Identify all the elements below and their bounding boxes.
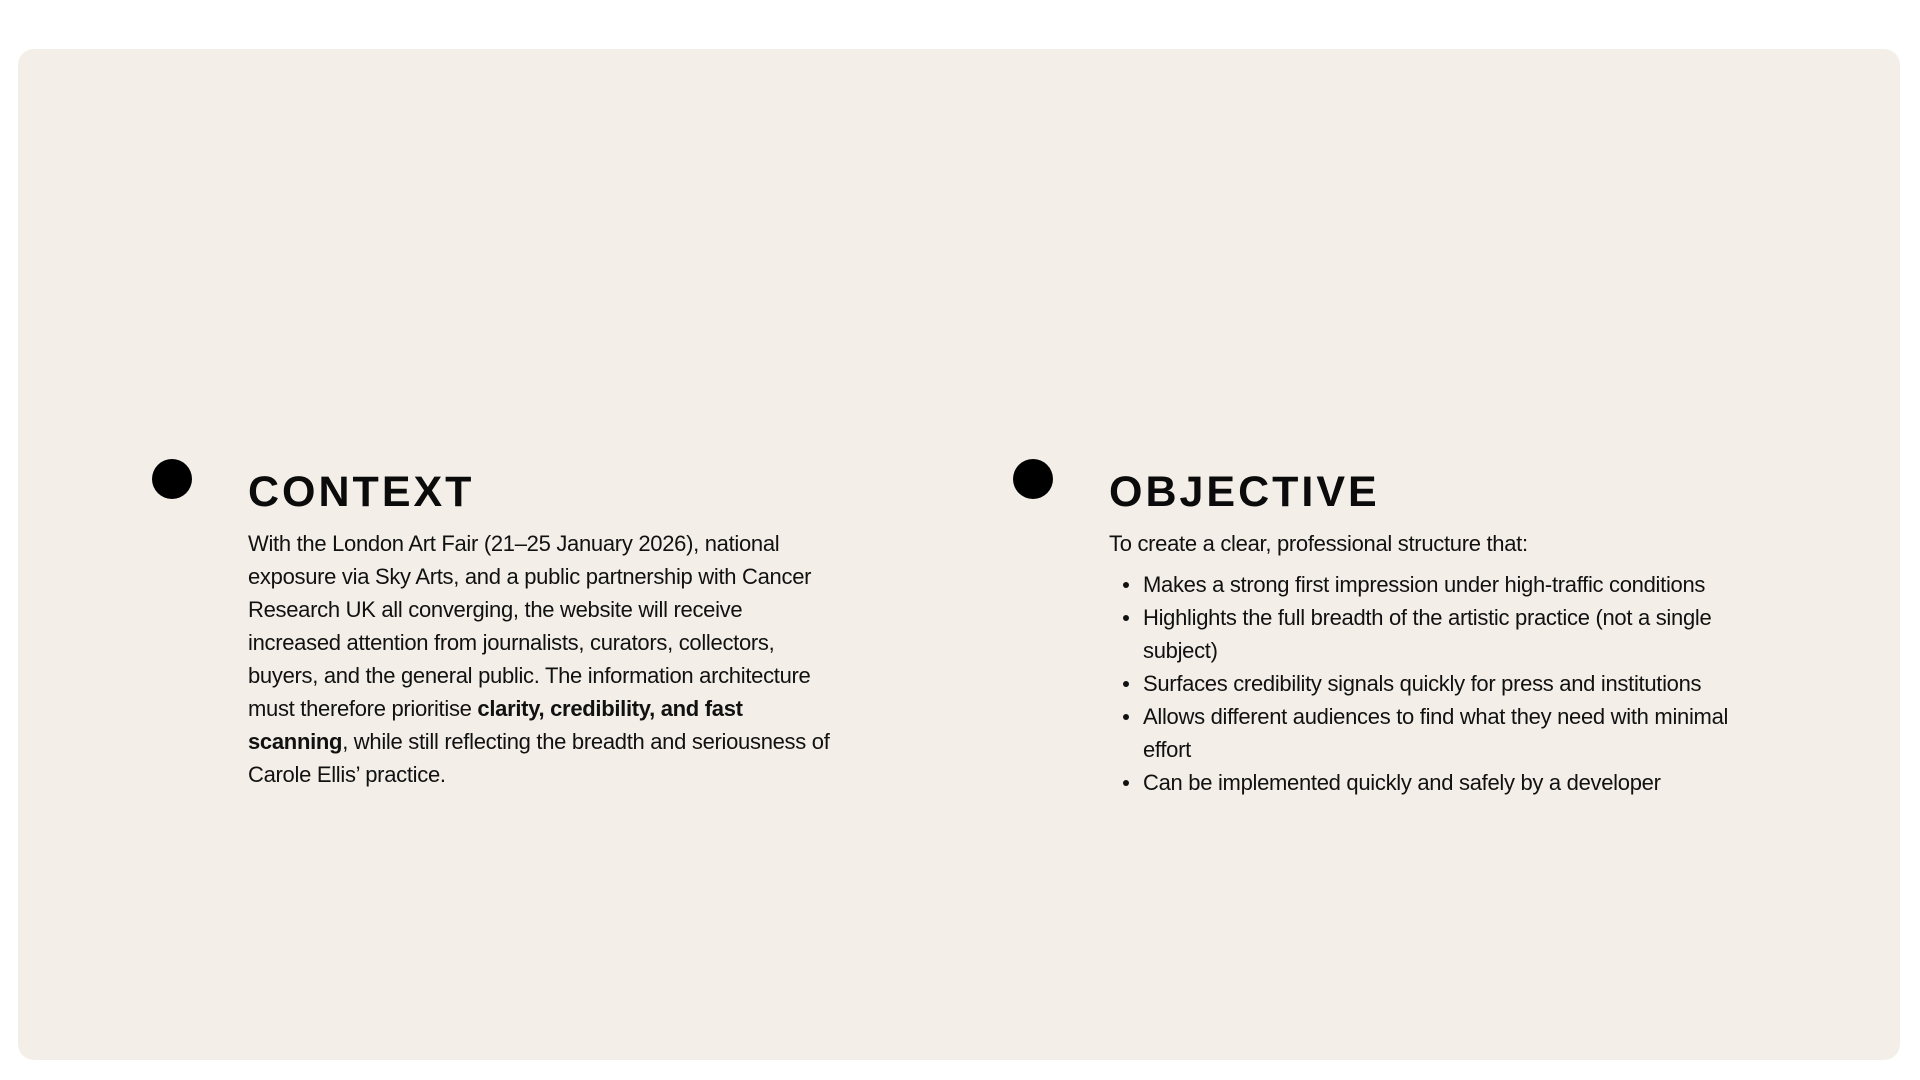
list-item: Allows different audiences to find what they need with minimal effort (1143, 700, 1733, 766)
context-paragraph (248, 527, 838, 791)
context-paragraph-text: With the London Art Fair (21–25 January 2026), national exposure via Sky Arts, and a public partnership with Cancer Research UK all converging, the website will receive increased attention from journalists, curators, collectors, buyers, and the general public. The information architecture must therefore prioritise (248, 531, 812, 721)
context-bullet-dot (152, 459, 192, 499)
list-item: Surfaces credibility signals quickly for press and institutions (1143, 667, 1733, 700)
objective-intro: To create a clear, professional structure that: (1109, 531, 1528, 556)
context-paragraph-text-end: , while still reflecting the breadth and seriousness of Carole Ellis’ practice. (248, 729, 830, 787)
context-paragraph-emphasis: clarity, credibility, and fast scanning (248, 696, 743, 754)
content-card (18, 49, 1900, 1060)
list-item: Highlights the full breadth of the artistic practice (not a single subject) (1143, 601, 1733, 667)
objective-heading: OBJECTIVE (1109, 468, 1380, 516)
objective-bullet-dot (1013, 459, 1053, 499)
context-heading: CONTEXT (248, 468, 475, 516)
objective-list (1109, 568, 1733, 799)
list-item: Can be implemented quickly and safely by a developer (1143, 766, 1733, 799)
list-item: Makes a strong first impression under high-traffic conditions (1143, 568, 1733, 601)
